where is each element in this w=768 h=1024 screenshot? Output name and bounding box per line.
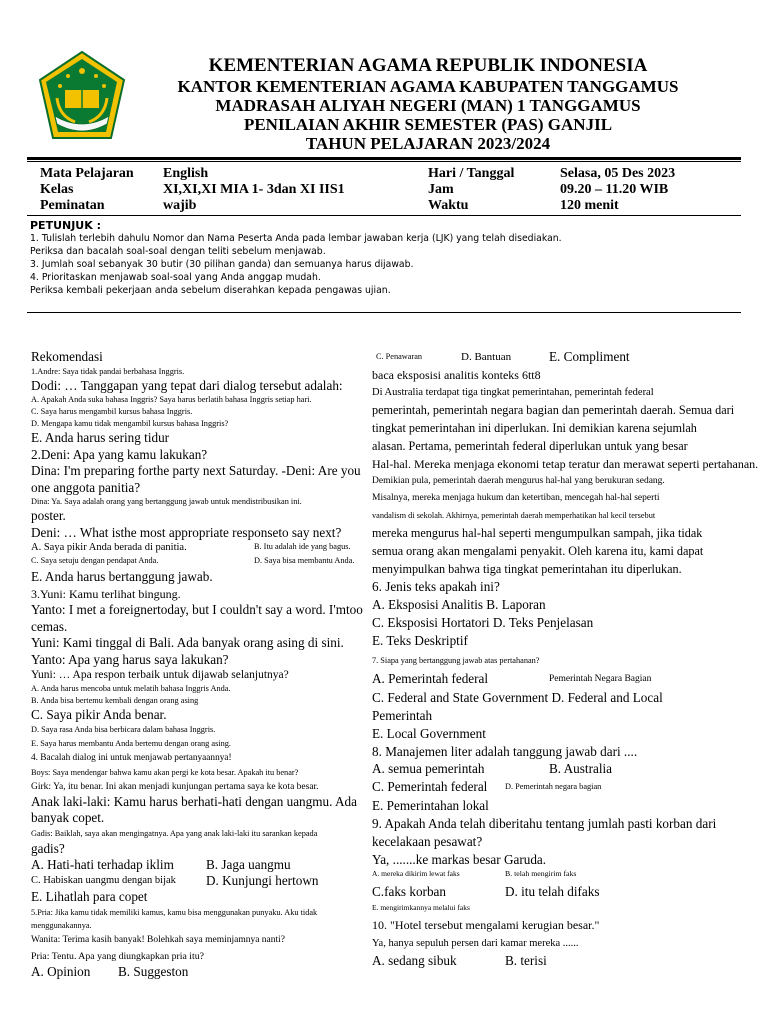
option-d: D. Saya bisa membantu Anda. <box>254 556 355 565</box>
options-row <box>372 953 752 971</box>
question-4-dialog: Anak laki-laki: Kamu harus berhati-hati dengan uangmu. Ada banyak copet. <box>31 793 357 825</box>
options-row <box>372 779 752 797</box>
question-1-prompt: Dodi: … Tanggapan yang tepat dari dialog tersebut adalah: <box>31 377 343 393</box>
options-row: C. Eksposisi Hortatori D. Teks Penjelasan <box>372 615 594 630</box>
option-a: A. Pemerintah federal <box>372 671 489 686</box>
instruction-line: 1. Tulislah terlebih dahulu Nomor dan Nama Peserta Anda pada lembar jawaban kerja (LJK) yang telah disediakan. <box>30 233 562 244</box>
question-10: 10. "Hotel tersebut mengalami kerugian besar." <box>372 918 600 932</box>
option-a: A. sedang sibuk <box>372 953 457 968</box>
option-b: B. Itu adalah ide yang bagus. <box>254 542 351 551</box>
school-title: MADRASAH ALIYAH NEGERI (MAN) 1 TANGGAMUS <box>215 96 641 115</box>
header-divider <box>27 157 741 160</box>
option-e: E. Anda harus bertanggung jawab. <box>31 569 213 584</box>
question-3-prompt: Yuni: … Apa respon terbaik untuk dijawab selanjutnya? <box>31 669 289 681</box>
year-title: TAHUN PELAJARAN 2023/2024 <box>305 134 551 153</box>
question-8: 8. Manajemen liter adalah tanggung jawab dari .... <box>372 744 638 759</box>
instructions-title: PETUNJUK : <box>30 219 101 232</box>
option-c: C. Saya setuju dengan pendapat Anda. <box>31 556 159 565</box>
question-2-dialog: poster. <box>31 508 66 523</box>
subject-value: English <box>163 166 209 181</box>
option-d: D. Bantuan <box>461 351 512 363</box>
options-row <box>31 873 369 889</box>
options-row: Pemerintah <box>372 708 433 723</box>
passage-line: menyimpulkan bahwa tiga tingkat pemerintahan itu diperlukan. <box>372 562 682 576</box>
question-5-dialog: Wanita: Terima kasih banyak! Bolehkah saya meminjamnya nanti? <box>31 934 286 945</box>
section-label: Rekomendasi <box>31 349 103 364</box>
instruction-line: Periksa dan bacalah soal-soal dengan teliti sebelum menjawab. <box>30 246 326 257</box>
duration-value: 120 menit <box>560 198 619 213</box>
question-2: 2.Deni: Apa yang kamu lakukan? <box>31 446 208 462</box>
option-e: E. Local Government <box>372 726 486 741</box>
options-row <box>31 555 369 569</box>
option-b: B. Suggeston <box>118 963 189 979</box>
options-row: A. Eksposisi Analitis B. Laporan <box>372 597 546 612</box>
option-b: B. Jaga uangmu <box>206 857 291 872</box>
options-row <box>31 857 369 873</box>
class-value: XI,XI,XI MIA 1- 3dan XI IIS1 <box>163 182 345 197</box>
option-b: Pemerintah Negara Bagian <box>549 674 652 684</box>
option-a: A. mereka dikirim lewat faks <box>372 869 460 878</box>
option-a: A. Anda harus mencoba untuk melatih bahasa Inggris Anda. <box>31 684 231 693</box>
question-3: 3.Yuni: Kamu terlihat bingung. <box>31 586 181 601</box>
question-4-dialog: Boys: Saya mendengar bahwa kamu akan pergi ke kota besar. Apakah itu benar? <box>31 767 299 777</box>
time-label: Jam <box>428 182 454 197</box>
passage-line: Demikian pula, pemerintah daerah mengurus hal-hal yang berukuran sedang. <box>372 476 665 486</box>
question-10-prompt: Ya, hanya sepuluh persen dari kamar mereka ...... <box>372 938 579 949</box>
option-b: B. terisi <box>505 953 547 968</box>
option-a: A. Saya pikir Anda berada di panitia. <box>31 542 187 553</box>
passage-line: Hal-hal. Mereka menjaga ekonomi tetap teratur dan merawat seperti pertahanan. <box>372 457 759 471</box>
instruction-line: Periksa kembali pekerjaan anda sebelum diserahkan kepada pengawas ujian. <box>30 285 391 296</box>
option-d: D. Saya rasa Anda bisa berbicara dalam bahasa Inggris. <box>31 724 216 734</box>
option-c: C. Penawaran <box>376 352 423 361</box>
question-2-prompt: Deni: … What isthe most appropriate responseto say next? <box>31 524 342 540</box>
question-2-dialog: Dina: Ya. Saya adalah orang yang bertanggung jawab untuk mendistribusikan ini. <box>31 497 302 506</box>
day-label: Hari / Tanggal <box>428 166 515 181</box>
option-c: C. Saya harus mengambil kursus bahasa Inggris. <box>31 407 193 416</box>
subject-label: Mata Pelajaran <box>40 166 134 181</box>
passage-intro: baca eksposisi analitis konteks 6tt8 <box>372 368 541 382</box>
question-9: 9. Apakah Anda telah diberitahu tentang jumlah pasti korban dari <box>372 816 717 831</box>
option-e: E. Compliment <box>549 349 630 364</box>
question-3-dialog: Yuni: Kami tinggal di Bali. Ada banyak orang asing di sini. <box>31 635 344 650</box>
question-4-dialog: Girk: Ya, itu benar. Ini akan menjadi kunjungan pertama saya ke kota besar. <box>31 781 319 792</box>
question-3-dialog: Yanto: Apa yang harus saya lakukan? <box>31 651 229 667</box>
exam-title: PENILAIAN AKHIR SEMESTER (PAS) GANJIL <box>243 115 613 134</box>
instruction-line: 3. Jumlah soal sebanyak 30 butir (30 pilihan ganda) dan semuanya harus dijawab. <box>30 259 414 270</box>
options-row <box>372 868 752 884</box>
option-d: D. Pemerintah negara bagian <box>505 782 602 791</box>
passage-line: Misalnya, mereka menjaga hukum dan ketertiban, mencegah hal-hal seperti <box>372 493 660 503</box>
question-3-dialog: Yanto: I met a foreignertoday, but I couldn't say a word. I'mtoo cemas. <box>31 602 363 634</box>
options-row <box>31 541 369 555</box>
question-4-dialog: Gadis: Baiklah, saya akan mengingatnya. Apa yang anak laki-laki itu sarankan kepada <box>31 828 318 838</box>
question-5-prompt: Pria: Tentu. Apa yang diungkapkan pria itu? <box>31 950 204 962</box>
question-4: 4. Bacalah dialog ini untuk menjawab pertanyaannya! <box>31 752 232 763</box>
options-row <box>372 884 752 901</box>
option-c: C. Pemerintah federal <box>372 779 488 794</box>
class-label: Kelas <box>40 182 74 197</box>
option-b: B. Anda bisa bertemu kembali dengan orang asing <box>31 696 199 705</box>
instructions-divider <box>27 312 741 313</box>
option-e: E. Teks Deskriptif <box>372 633 468 648</box>
question-4-prompt: gadis? <box>31 840 65 856</box>
question-6: 6. Jenis teks apakah ini? <box>372 579 500 594</box>
option-a: A. Apakah Anda suka bahasa Inggris? Saya harus berlatih bahasa Inggris setiap hari. <box>31 395 312 404</box>
right-column <box>372 349 759 971</box>
exam-info <box>40 166 740 214</box>
instructions-box <box>30 219 740 309</box>
option-e: E. Pemerintahan lokal <box>372 798 489 813</box>
header-divider-thin <box>27 161 741 162</box>
options-row <box>31 964 369 980</box>
passage-line: semua orang akan mengalami penyakit. Oleh karena itu, kami dapat <box>372 544 704 558</box>
options-row <box>372 671 752 689</box>
instruction-line: 4. Prioritaskan menjawab soal-soal yang Anda anggap mudah. <box>30 272 321 283</box>
info-divider <box>27 215 741 216</box>
day-value: Selasa, 05 Des 2023 <box>560 166 676 181</box>
ministry-title: KEMENTERIAN AGAMA REPUBLIK INDONESIA <box>208 55 648 76</box>
question-9-cont: kecelakaan pesawat? <box>372 834 483 849</box>
stream-label: Peminatan <box>40 198 105 213</box>
option-d: D. Mengapa kamu tidak mengambil kursus bahasa Inggris? <box>31 419 229 428</box>
passage-line: tingkat pemerintahan ini diperlukan. Ini demikian karena sejumlah <box>372 421 697 435</box>
option-b: B. Australia <box>549 761 613 776</box>
option-a: A. semua pemerintah <box>372 761 485 776</box>
option-c: C.faks korban <box>372 884 446 899</box>
left-column <box>31 349 369 980</box>
question-2-dialog: Dina: I'm preparing forthe party next Saturday. -Deni: Are you one anggota panitia? <box>31 463 361 495</box>
time-value: 09.20 – 11.20 WIB <box>560 182 669 197</box>
question-9-answer: Ya, .......ke markas besar Garuda. <box>372 852 547 867</box>
option-d: D. itu telah difaks <box>505 884 600 899</box>
option-e: E. Lihatlah para copet <box>31 889 148 904</box>
options-row: C. Federal and State Government D. Federal and Local <box>372 690 663 705</box>
option-d: D. Kunjungi hertown <box>206 873 319 888</box>
kemenag-logo <box>35 50 130 142</box>
office-title: KANTOR KEMENTERIAN AGAMA KABUPATEN TANGGAMUS <box>177 77 679 96</box>
passage-line: mereka mengurus hal-hal seperti mengumpulkan sampah, jika tidak <box>372 526 703 540</box>
passage-line: alasan. Pertama, pemerintah federal diperlukan untuk yang besar <box>372 439 688 453</box>
option-e: E. mengirimkannya melalui faks <box>372 903 470 912</box>
option-a: A. Opinion <box>31 963 91 979</box>
question-1: 1.Andre: Saya tidak pandai berbahasa Inggris. <box>31 366 185 376</box>
option-b: B. telah mengirim faks <box>505 869 577 878</box>
duration-label: Waktu <box>428 198 469 213</box>
options-row <box>372 349 752 366</box>
option-e: E. Anda harus sering tidur <box>31 430 170 445</box>
passage-line: Di Australia terdapat tiga tingkat pemerintahan, pemerintah federal <box>372 387 654 398</box>
option-c: C. Saya pikir Anda benar. <box>31 707 167 722</box>
passage-line: vandalism di sekolah. Akhirnya, pemerintah daerah memperhatikan hal kecil tersebut <box>372 511 656 520</box>
passage-line: pemerintah, pemerintah negara bagian dan pemerintah daerah. Semua dari <box>372 403 735 417</box>
option-c: C. Habiskan uangmu dengan bijak <box>31 875 176 886</box>
question-5: 5.Pria: Jika kamu tidak memiliki kamus, kamu bisa menggunakan punyaku. Aku tidak menggunakannya. <box>31 907 318 930</box>
options-row <box>372 761 752 779</box>
option-a: A. Hati-hati terhadap iklim <box>31 857 174 872</box>
question-7: 7. Siapa yang bertanggung jawab atas pertahanan? <box>372 656 540 665</box>
option-e: E. Saya harus membantu Anda bertemu dengan orang asing. <box>31 738 231 748</box>
stream-value: wajib <box>163 198 197 213</box>
